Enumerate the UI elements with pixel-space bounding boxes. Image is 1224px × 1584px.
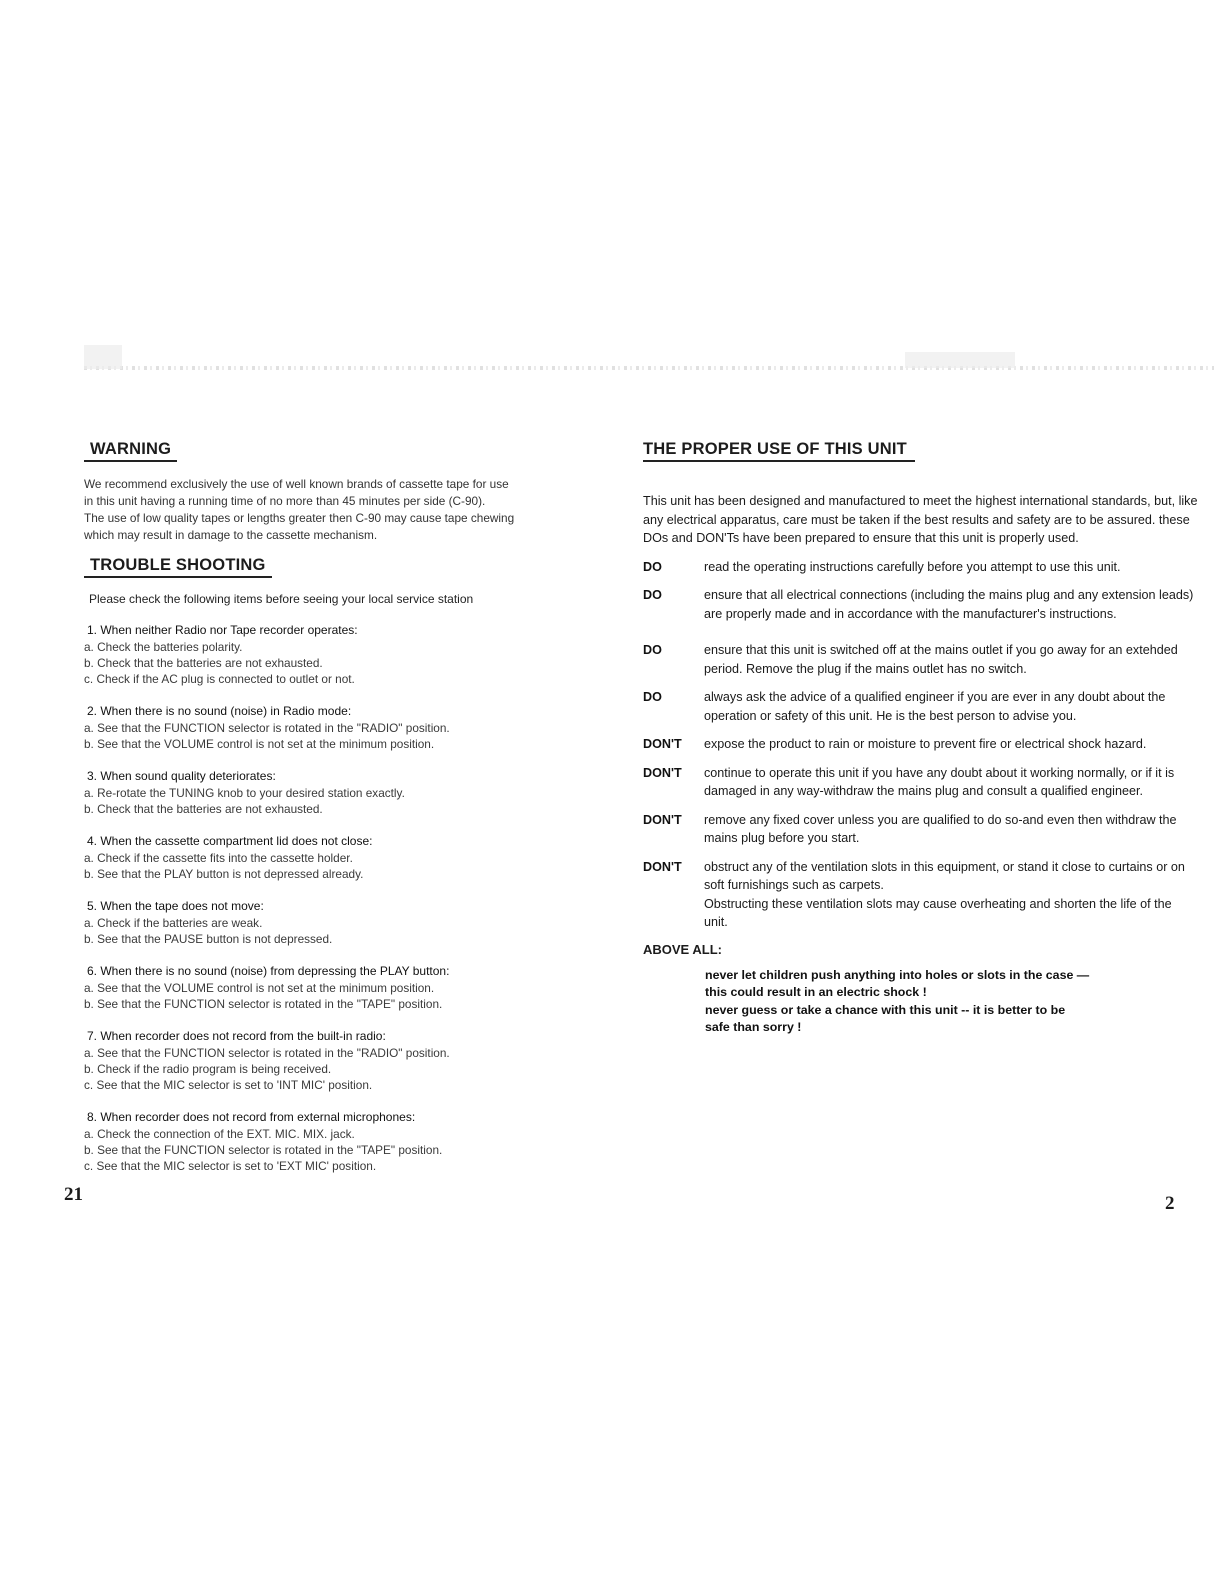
rule-text: continue to operate this unit if you have any doubt about it working normally, or if it is damaged in any way-withdraw the mains plug and consult a qualified engineer. [704, 765, 1175, 798]
problem-list [84, 622, 614, 1174]
rule-kind: DO [643, 559, 662, 574]
warning-line: The use of low quality tapes or lengths greater then C-90 may cause tape chewing [84, 511, 515, 525]
final-note-line: never let children push anything into holes or slots in the case — [705, 967, 1090, 982]
check-item: a. Check the batteries polarity. [84, 640, 243, 654]
warning-heading: WARNING [84, 440, 177, 462]
problem-item [84, 898, 614, 947]
above-all-label: ABOVE ALL: [643, 941, 722, 957]
check-item: a. See that the FUNCTION selector is rotated in the "RADIO" position. [84, 1046, 450, 1060]
problem-title: 4. When the cassette compartment lid does not close: [87, 834, 373, 848]
rule-text: always ask the advice of a qualified engineer if you are ever in any doubt about the operation or safety of this unit. He is the best person to advise you. [704, 690, 1166, 723]
check-item: a. See that the VOLUME control is not set at the minimum position. [84, 981, 435, 995]
rule-kind: DO [643, 588, 662, 602]
problem-title: 7. When recorder does not record from the built-in radio: [87, 1029, 386, 1043]
warning-line: which may result in damage to the cassette mechanism. [84, 528, 378, 542]
proper-use-intro: This unit has been designed and manufactured to meet the highest international standards, but, like any electrical apparatus, care must be taken if the best results and safety are to be assured. these DOs and DON'Ts have been prepared to ensure that this unit is properly used. [643, 494, 1198, 545]
final-note-line: safe than sorry ! [705, 1020, 802, 1034]
problem-item [84, 1028, 614, 1093]
problem-item [84, 1109, 614, 1174]
rule-kind: DO [643, 690, 662, 704]
scan-artifact-left [84, 345, 122, 369]
problem-title: 8. When recorder does not record from external microphones: [87, 1110, 416, 1124]
right-page [643, 440, 1198, 1037]
rule-row [643, 811, 1198, 848]
rule-row [643, 735, 1198, 754]
check-item: b. See that the FUNCTION selector is rotated in the "TAPE" position. [84, 997, 443, 1011]
check-item: b. See that the VOLUME control is not set at the minimum position. [84, 737, 435, 751]
problem-title: 5. When the tape does not move: [87, 899, 264, 913]
warning-line: in this unit having a running time of no more than 45 minutes per side (C-90). [84, 494, 486, 508]
check-item: b. See that the FUNCTION selector is rotated in the "TAPE" position. [84, 1143, 443, 1157]
rule-kind: DON'T [643, 859, 682, 874]
page-number-left: 21 [64, 1184, 83, 1205]
left-page [84, 440, 614, 1174]
check-item: a. Re-rotate the TUNING knob to your desired station exactly. [84, 786, 405, 800]
problem-item [84, 963, 614, 1012]
warning-text [84, 476, 614, 544]
problem-item [84, 833, 614, 882]
final-note-line: never guess or take a chance with this unit -- it is better to be [705, 1002, 1066, 1017]
rule-row [643, 688, 1198, 725]
scan-artifact-right [905, 352, 1015, 368]
check-item: c. See that the MIC selector is set to 'EXT MIC' position. [84, 1159, 377, 1173]
problem-item [84, 768, 614, 817]
rules-list [643, 558, 1198, 932]
rule-text: expose the product to rain or moisture to prevent fire or electrical shock hazard. [704, 737, 1147, 751]
problem-title: 3. When sound quality deteriorates: [87, 769, 276, 783]
check-item: a. Check if the batteries are weak. [84, 916, 263, 930]
rule-kind: DON'T [643, 812, 682, 827]
trouble-shooting-heading: TROUBLE SHOOTING [84, 556, 272, 578]
rule-row [643, 558, 1198, 577]
check-item: c. Check if the AC plug is connected to outlet or not. [84, 672, 355, 686]
check-item: c. See that the MIC selector is set to 'INT MIC' position. [84, 1078, 373, 1092]
problem-title: 2. When there is no sound (noise) in Radio mode: [87, 704, 352, 718]
rule-text: obstruct any of the ventilation slots in this equipment, or stand it close to curtains or on soft furnishings such as carpets. Obstructing these ventilation slots may cause overheating and shorten the life of the unit. [704, 859, 1185, 929]
warning-line: We recommend exclusively the use of well known brands of cassette tape for use [84, 477, 509, 491]
problem-item [84, 622, 614, 687]
rule-row [643, 641, 1198, 678]
proper-use-heading: THE PROPER USE OF THIS UNIT [643, 440, 915, 462]
rule-text: ensure that all electrical connections (including the mains plug and any extension leads) are properly made and in accordance with the manufacturer's instructions. [704, 588, 1194, 621]
problem-title: 1. When neither Radio nor Tape recorder operates: [87, 623, 358, 637]
page-number-right: 2 [1165, 1193, 1175, 1214]
final-note-line: this could result in an electric shock ! [705, 985, 927, 999]
rule-text: ensure that this unit is switched off at the mains outlet if you go away for an extehded period. Remove the plug if the mains outlet has no switch. [704, 643, 1178, 676]
rule-kind: DON'T [643, 765, 682, 780]
rule-text: remove any fixed cover unless you are qualified to do so-and even then withdraw the mains plug before you start. [704, 812, 1177, 845]
check-item: b. Check that the batteries are not exhausted. [84, 656, 323, 670]
final-notes [705, 967, 1198, 1037]
problem-title: 6. When there is no sound (noise) from depressing the PLAY button: [87, 964, 450, 978]
scan-artifact-strip [84, 366, 1214, 370]
rule-kind: DO [643, 643, 662, 657]
trouble-shooting-intro: Please check the following items before seeing your local service station [89, 592, 474, 606]
rule-text: read the operating instructions carefully before you attempt to use this unit. [704, 559, 1121, 574]
check-item: b. See that the PAUSE button is not depressed. [84, 932, 333, 946]
rule-row [643, 764, 1198, 801]
rule-row [643, 858, 1198, 932]
check-item: b. Check if the radio program is being received. [84, 1062, 332, 1076]
check-item: a. Check if the cassette fits into the cassette holder. [84, 851, 353, 865]
rule-row [643, 586, 1198, 623]
check-item: a. See that the FUNCTION selector is rotated in the "RADIO" position. [84, 721, 450, 735]
check-item: b. See that the PLAY button is not depressed already. [84, 867, 364, 881]
rule-kind: DON'T [643, 737, 682, 751]
check-item: b. Check that the batteries are not exhausted. [84, 802, 323, 816]
check-item: a. Check the connection of the EXT. MIC. MIX. jack. [84, 1127, 355, 1141]
problem-item [84, 703, 614, 752]
